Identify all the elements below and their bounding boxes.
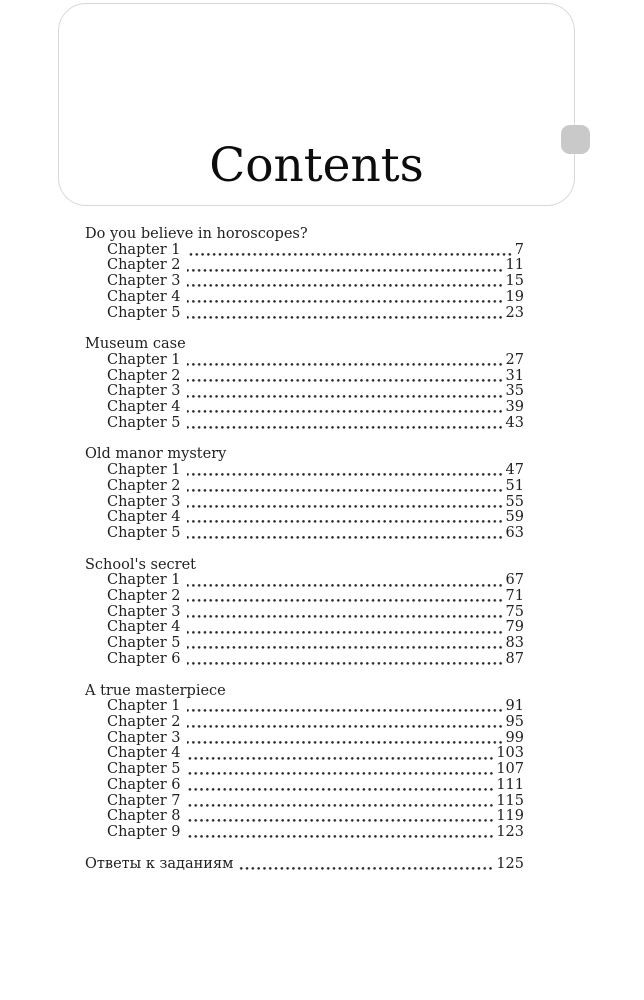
toc-entry[interactable] (85, 306, 524, 322)
toc-entry-page: 111 (496, 776, 524, 793)
dot-leader (187, 788, 496, 791)
toc-entry-page: 75 (505, 603, 524, 620)
toc-entry-page: 35 (505, 383, 524, 400)
toc-entry-page: 83 (505, 635, 524, 652)
dot-leader (187, 505, 505, 508)
toc-section-title: Do you believe in horoscopes? (85, 226, 308, 242)
toc-section (85, 337, 524, 431)
toc-entry-label: Chapter 5 (107, 304, 181, 321)
toc-entry[interactable] (85, 258, 524, 274)
toc-entry-page: 43 (505, 414, 524, 431)
toc-entry[interactable] (85, 809, 524, 825)
toc-entry-page: 91 (505, 698, 524, 715)
dot-leader (187, 363, 505, 366)
toc-section-title: Old manor mystery (85, 446, 227, 463)
toc-answers-entry[interactable] (85, 857, 524, 873)
toc-entry-page: 47 (505, 462, 524, 479)
toc-entry[interactable] (85, 384, 524, 400)
dot-leader (187, 599, 505, 602)
toc-entry[interactable] (85, 290, 524, 306)
toc-entry-label: Chapter 5 (107, 414, 181, 431)
toc-entry-page: 31 (505, 367, 524, 384)
toc-entry-page: 7 (514, 241, 524, 258)
toc-entry[interactable] (85, 778, 524, 794)
toc-entry-page: 63 (505, 524, 524, 541)
dot-leader (187, 395, 505, 398)
dot-leader (187, 662, 505, 665)
dot-leader (187, 473, 505, 476)
toc-entry-page: 55 (505, 493, 524, 510)
dot-leader (187, 269, 505, 272)
toc-section (85, 227, 524, 321)
toc-entry-page: 39 (505, 399, 524, 416)
dot-leader (187, 426, 505, 429)
toc-entry-label: Chapter 5 (107, 524, 181, 541)
toc-entry-label: Chapter 8 (107, 808, 181, 825)
toc-section (85, 447, 524, 541)
toc-entry-page: 23 (505, 304, 524, 321)
card-drag-handle[interactable] (561, 125, 590, 154)
toc-chapter-list (85, 699, 524, 840)
toc-entry-label: Chapter 2 (107, 713, 181, 730)
toc-entry[interactable] (85, 510, 524, 526)
toc-chapter-list (85, 353, 524, 432)
dot-leader (187, 804, 496, 807)
toc-entry-label: Chapter 1 (107, 462, 181, 479)
toc-chapter-list (85, 243, 524, 322)
toc-entry-page: 19 (505, 288, 524, 305)
toc-entry[interactable] (85, 731, 524, 747)
toc-section-title: Museum case (85, 336, 186, 353)
toc-entry-label: Chapter 3 (107, 383, 181, 400)
toc-entry[interactable] (85, 746, 524, 762)
toc-entry[interactable] (85, 762, 524, 778)
toc-entry-page: 115 (496, 792, 524, 809)
toc-entry-page: 95 (505, 713, 524, 730)
toc-entry[interactable] (85, 825, 524, 841)
toc-entry-label: Chapter 2 (107, 257, 181, 274)
toc-entry-page: 79 (505, 619, 524, 636)
dot-leader (187, 316, 505, 319)
contents-header-card (58, 3, 575, 206)
toc-entry[interactable] (85, 573, 524, 589)
toc-entry[interactable] (85, 495, 524, 511)
dot-leader (187, 489, 505, 492)
toc-entry-label: Chapter 4 (107, 619, 181, 636)
toc-entry-page: 99 (505, 729, 524, 746)
toc-entry[interactable] (85, 652, 524, 668)
toc-entry[interactable] (85, 715, 524, 731)
toc-entry[interactable] (85, 400, 524, 416)
toc-entry[interactable] (85, 353, 524, 369)
dot-leader (187, 584, 505, 587)
toc-entry-page: 27 (505, 351, 524, 368)
toc-entry-page: 119 (496, 808, 524, 825)
toc-entry-label: Chapter 9 (107, 823, 181, 840)
dot-leader (187, 410, 505, 413)
toc-entry-label: Chapter 6 (107, 776, 181, 793)
toc-entry[interactable] (85, 526, 524, 542)
toc-entry-label: Chapter 1 (107, 351, 181, 368)
toc-entry-label: Chapter 4 (107, 399, 181, 416)
dot-leader (187, 709, 505, 712)
table-of-contents (85, 227, 524, 872)
toc-entry-page: 51 (505, 477, 524, 494)
dot-leader (187, 615, 505, 618)
toc-entry-page: 123 (496, 823, 524, 840)
dot-leader (187, 284, 505, 287)
toc-entry-label: Chapter 6 (107, 650, 181, 667)
dot-leader (187, 631, 505, 634)
toc-entry[interactable] (85, 605, 524, 621)
page-title: Contents (209, 137, 424, 193)
toc-entry-page: 15 (505, 273, 524, 290)
toc-chapter-list (85, 573, 524, 667)
toc-entry-label: Chapter 2 (107, 367, 181, 384)
dot-leader (187, 300, 505, 303)
toc-entry[interactable] (85, 699, 524, 715)
toc-entry-label: Chapter 7 (107, 792, 181, 809)
toc-entry-page: 59 (505, 509, 524, 526)
toc-section (85, 558, 524, 668)
toc-chapter-list (85, 463, 524, 542)
toc-section (85, 684, 524, 841)
toc-entry[interactable] (85, 794, 524, 810)
dot-leader (187, 520, 505, 523)
toc-entry-page: 71 (505, 588, 524, 605)
dot-leader (187, 757, 496, 760)
toc-entry[interactable] (85, 274, 524, 290)
toc-entry-label: Chapter 3 (107, 603, 181, 620)
dot-leader (187, 741, 505, 744)
toc-entry-page: 87 (505, 650, 524, 667)
dot-leader (187, 725, 505, 728)
toc-entry[interactable] (85, 589, 524, 605)
toc-entry-label: Chapter 4 (107, 745, 181, 762)
toc-entry-label: Chapter 4 (107, 509, 181, 526)
dot-leader (187, 379, 505, 382)
toc-entry-label: Chapter 3 (107, 493, 181, 510)
toc-entry-page: 107 (496, 761, 524, 778)
toc-entry[interactable] (85, 243, 524, 259)
toc-section-title: School's secret (85, 556, 197, 573)
dot-leader (187, 835, 496, 838)
toc-entry-label: Chapter 3 (107, 729, 181, 746)
toc-entry[interactable] (85, 479, 524, 495)
dot-leader (187, 819, 496, 822)
toc-entry[interactable] (85, 416, 524, 432)
dot-leader (187, 772, 496, 775)
dot-leader (187, 646, 505, 649)
toc-entry-label: Chapter 1 (107, 572, 181, 589)
toc-entry-label: Chapter 5 (107, 635, 181, 652)
toc-entry[interactable] (85, 636, 524, 652)
toc-entry-label: Chapter 2 (107, 477, 181, 494)
toc-entry-page: 67 (505, 572, 524, 589)
toc-entry[interactable] (85, 463, 524, 479)
toc-entry[interactable] (85, 620, 524, 636)
toc-entry-page: 103 (496, 745, 524, 762)
toc-entry-label: Chapter 2 (107, 588, 181, 605)
toc-entry[interactable] (85, 369, 524, 385)
dot-leader (187, 536, 505, 539)
toc-entry-label: Chapter 4 (107, 288, 181, 305)
dot-leader (187, 253, 514, 256)
toc-entry-label: Ответы к заданиям (85, 855, 234, 872)
toc-entry-label: Chapter 1 (107, 241, 181, 258)
toc-entry-label: Chapter 3 (107, 273, 181, 290)
toc-entry-label: Chapter 1 (107, 698, 181, 715)
toc-entry-label: Chapter 5 (107, 761, 181, 778)
dot-leader (239, 867, 495, 870)
toc-entry-page: 11 (505, 257, 524, 274)
toc-entry-page: 125 (496, 855, 524, 872)
toc-section-title: A true masterpiece (85, 682, 226, 699)
